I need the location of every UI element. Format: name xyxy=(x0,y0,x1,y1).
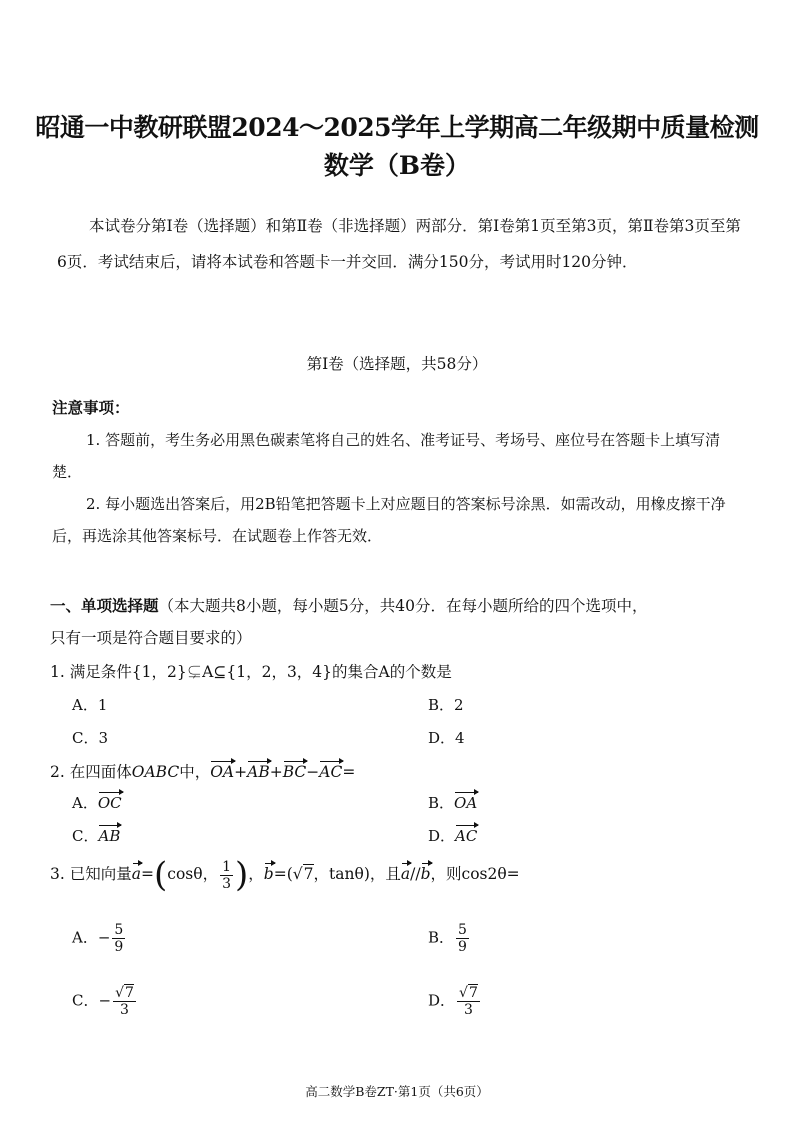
option-label: A． xyxy=(72,928,98,947)
stem-text: =( xyxy=(273,865,293,883)
q2-option-d xyxy=(428,825,477,846)
operator: = xyxy=(342,763,356,781)
option-label: B． xyxy=(428,794,455,812)
sign: − xyxy=(97,928,111,947)
section1-desc: （本大题共8小题，每小题5分，共40分．在每小题所给的四个选项中， xyxy=(158,597,648,615)
stem-text: ， xyxy=(248,865,264,883)
option-label: C． xyxy=(72,991,99,1010)
vector-a: a xyxy=(131,865,141,883)
question-number: 3. xyxy=(50,865,65,883)
notice-title: 注意事项： xyxy=(52,398,130,417)
vector-b: b xyxy=(420,865,431,883)
question-2 xyxy=(50,760,355,782)
numerator xyxy=(113,985,136,1002)
stem-text: ，tanθ)，且 xyxy=(313,865,401,883)
vector-ac: AC xyxy=(319,763,343,781)
vector-oc: OC xyxy=(97,794,122,812)
part1-title: 第Ⅰ卷（选择题，共58分） xyxy=(306,355,488,373)
stem-text: ，则cos2θ= xyxy=(430,865,520,883)
denominator: 3 xyxy=(463,1002,473,1018)
operator: + xyxy=(269,763,283,781)
sqrt-radicand: 7 xyxy=(468,985,478,1001)
vector-bc: BC xyxy=(282,763,307,781)
vector-ab: AB xyxy=(247,763,270,781)
operator: + xyxy=(234,763,248,781)
q2-option-c xyxy=(72,825,120,846)
q1-option-b: B．2 xyxy=(428,696,464,714)
operator: − xyxy=(306,763,320,781)
stem-text: 已知向量 xyxy=(69,865,132,883)
tetrahedron-name: OABC xyxy=(131,763,180,781)
notice-item-1: 1. 答题前，考生务必用黑色碳素笔将自己的姓名、准考证号、考场号、座位号在答题卡上填写清楚． xyxy=(52,431,721,481)
sqrt-radicand: 7 xyxy=(303,865,314,883)
q3-option-c xyxy=(72,985,138,1018)
sqrt-sign: √ xyxy=(292,865,303,883)
q2-option-b xyxy=(428,792,477,813)
q3-option-b xyxy=(428,922,471,955)
q1-option-a: A．1 xyxy=(72,696,108,714)
question-stem: 满足条件{1，2}⊊A⊆{1，2，3，4}的集合A的个数是 xyxy=(69,663,452,681)
sign: − xyxy=(98,991,112,1010)
section1-heading-line xyxy=(50,594,647,616)
q1-option-c: C．3 xyxy=(72,729,109,747)
question-3 xyxy=(50,855,520,895)
notice-item-2: 2. 每小题选出答案后，用2B铅笔把答题卡上对应题目的答案标号涂黑．如需改动，用橡皮擦干净后，再选涂其他答案标号．在试题卷上作答无效． xyxy=(52,495,726,545)
parallel-symbol: // xyxy=(410,865,421,883)
operator: = xyxy=(141,865,154,883)
numerator xyxy=(457,985,480,1002)
option-label: D． xyxy=(428,991,456,1010)
question-number: 2. xyxy=(50,763,65,781)
q3-option-a xyxy=(72,922,127,955)
denominator: 3 xyxy=(222,875,231,892)
sqrt-sign: √ xyxy=(459,985,468,1001)
vector-a: a xyxy=(400,865,411,883)
fraction xyxy=(457,985,480,1018)
sqrt-sign: √ xyxy=(115,985,124,1001)
denominator: 9 xyxy=(458,939,467,955)
exam-title: 昭通一中教研联盟2024～2025学年上学期高二年级期中质量检测 xyxy=(35,113,759,142)
stem-text: 在四面体 xyxy=(69,763,132,781)
option-label: A． xyxy=(72,794,98,812)
denominator: 3 xyxy=(120,1002,129,1018)
vector-ab: AB xyxy=(98,827,121,845)
vector-oa: OA xyxy=(454,794,478,812)
option-label: D． xyxy=(428,827,456,845)
section1-desc2: 只有一项是符合题目要求的） xyxy=(50,629,252,647)
exam-subtitle: 数学（B卷） xyxy=(323,151,471,180)
fraction xyxy=(456,922,469,955)
vector-ac: AC xyxy=(455,827,478,845)
option-label: B． xyxy=(428,928,455,947)
vector-b: b xyxy=(263,865,274,883)
question-1 xyxy=(50,660,452,682)
right-paren: ) xyxy=(235,855,249,895)
sqrt-radicand: 7 xyxy=(124,985,134,1001)
section1-heading: 一、单项选择题 xyxy=(50,596,159,615)
fraction xyxy=(112,922,125,955)
page-footer: 高二数学B卷ZT·第1页（共6页） xyxy=(305,1084,489,1099)
numerator: 5 xyxy=(458,922,467,938)
question-number: 1. xyxy=(50,663,65,681)
option-label: C． xyxy=(72,827,99,845)
numerator: 5 xyxy=(114,922,124,938)
q3-option-d xyxy=(428,985,482,1018)
fraction-one-third xyxy=(220,859,233,892)
left-paren: ( xyxy=(154,855,168,895)
cos-theta: cosθ， xyxy=(167,865,219,883)
q1-option-d: D．4 xyxy=(428,729,465,747)
denominator: 9 xyxy=(114,939,124,955)
q2-option-a xyxy=(72,792,122,813)
vector-oa: OA xyxy=(210,763,235,781)
intro-paragraph: 本试卷分第Ⅰ卷（选择题）和第Ⅱ卷（非选择题）两部分．第Ⅰ卷第1页至第3页，第Ⅱ卷第3页至第6页．考试结束后，请将本试卷和答题卡一并交回．满分150分，考试用时120分钟． xyxy=(57,217,741,271)
numerator: 1 xyxy=(222,858,231,875)
stem-text: 中， xyxy=(179,763,211,781)
fraction xyxy=(113,985,136,1018)
